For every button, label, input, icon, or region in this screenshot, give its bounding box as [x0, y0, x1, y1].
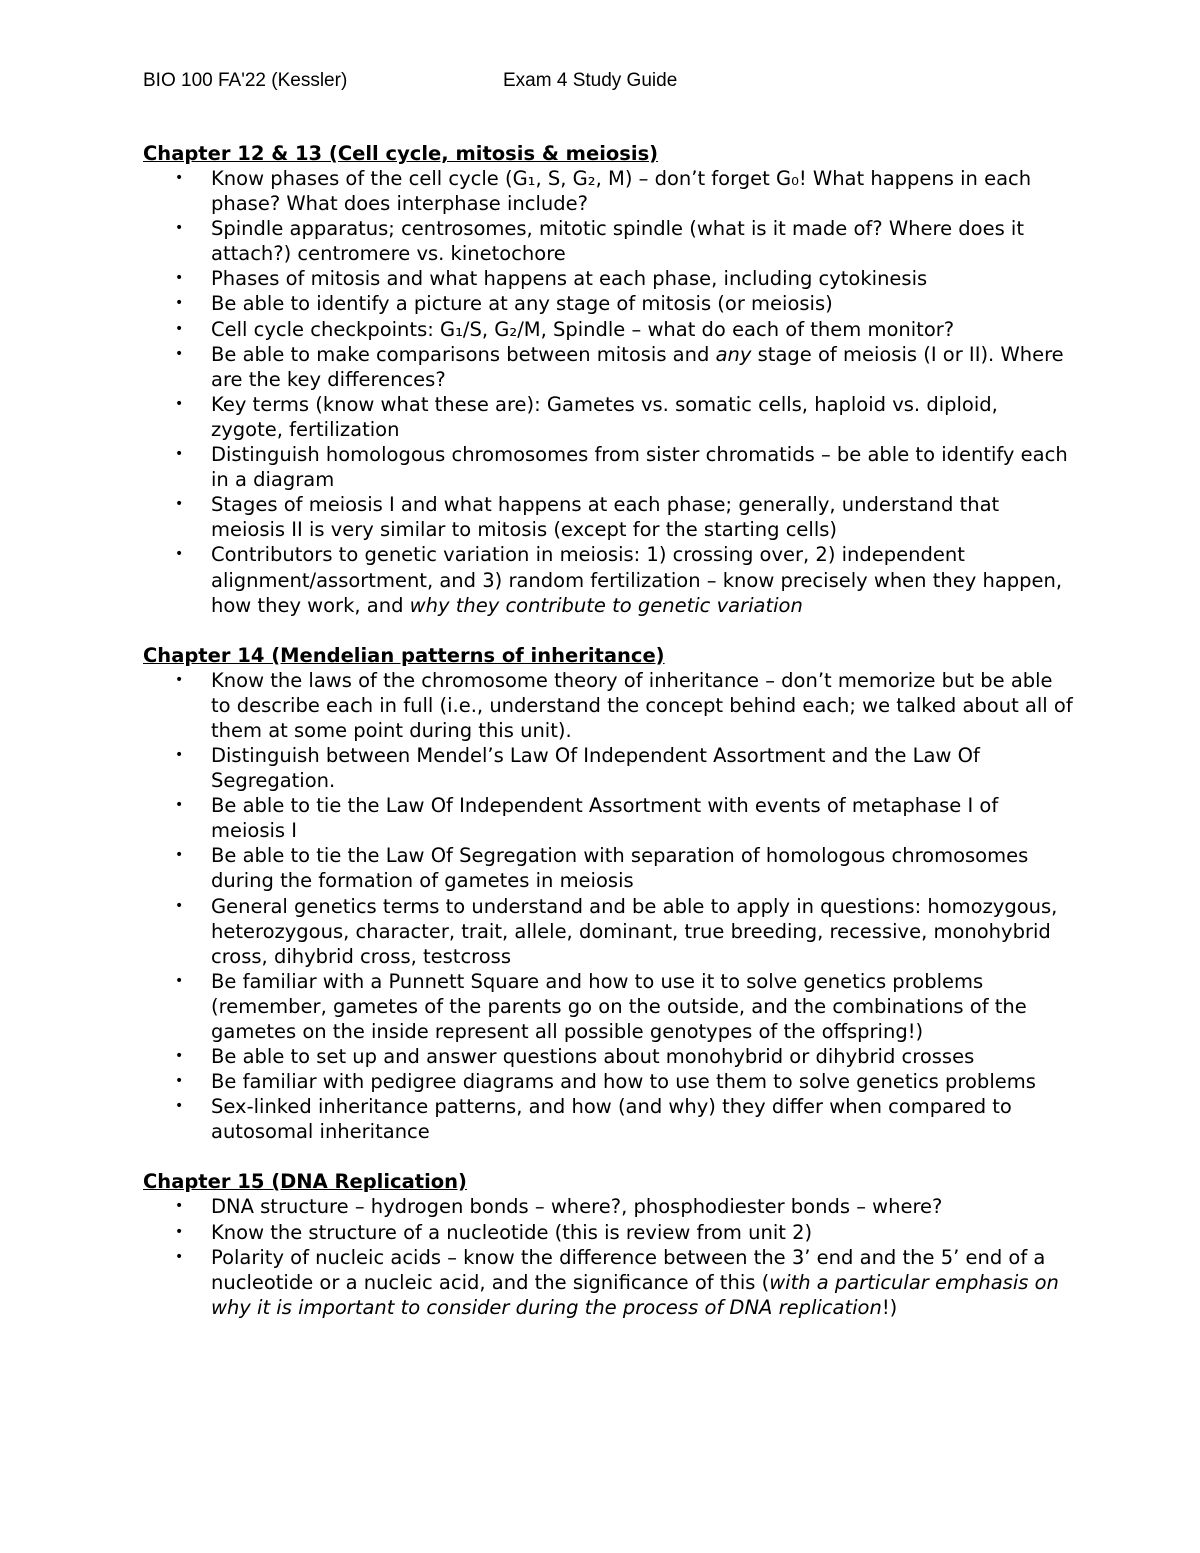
- list-item: [143, 1220, 1073, 1245]
- item-text: Key terms (know what these are): Gametes vs. somatic cells, haploid vs. diploid, zygote, fertilization: [211, 392, 998, 441]
- chapter-section: [143, 141, 1073, 618]
- chapter-section: [143, 643, 1073, 1145]
- list-item: [143, 1094, 1073, 1144]
- item-text: Stages of meiosis I and what happens at each phase; generally, understand that meiosis II is very similar to mitosis (except for the starting cells): [211, 493, 1000, 542]
- bullet-icon: •: [175, 847, 184, 864]
- item-text: Know phases of the cell cycle (G₁, S, G₂, M) – don’t forget G₀! What happens in each phase? What does interphase include?: [211, 167, 1032, 216]
- emphasis-text: any: [715, 342, 752, 366]
- chapter-section: [143, 1169, 1073, 1319]
- bullet-icon: •: [175, 671, 184, 688]
- item-text: Be able to identify a picture at any stage of mitosis (or meiosis): [211, 292, 833, 316]
- item-text: Polarity of nucleic acids – know the difference between the 3’ end and the 5’ end of a nucleotide or a nucleic acid, and the significance of this (: [211, 1245, 1046, 1294]
- list-item: [143, 1044, 1073, 1069]
- bullet-icon: •: [175, 496, 184, 513]
- item-text: stage of meiosis (I or II). Where are the key differences?: [211, 342, 1064, 391]
- bullet-icon: •: [175, 1223, 184, 1240]
- bullet-icon: •: [175, 972, 184, 989]
- bullet-icon: •: [175, 1048, 184, 1065]
- item-text: Sex-linked inheritance patterns, and how (and why) they differ when compared to autosomal inheritance: [211, 1095, 1012, 1144]
- item-text: Be able to tie the Law Of Segregation with separation of homologous chromosomes during the formation of gametes in meiosis: [211, 844, 1029, 893]
- bullet-icon: •: [175, 546, 184, 563]
- bullet-list: [143, 166, 1073, 618]
- list-item: [143, 969, 1073, 1044]
- list-item: [143, 392, 1073, 442]
- list-item: [143, 668, 1073, 743]
- list-item: [143, 291, 1073, 316]
- list-item: [143, 1245, 1073, 1320]
- list-item: [143, 216, 1073, 266]
- list-item: [143, 743, 1073, 793]
- item-text: Know the laws of the chromosome theory of inheritance – don’t memorize but be able to describe each in full (i.e., understand the concept behind each; we talked about all of them at some point during this unit).: [211, 668, 1073, 742]
- bullet-icon: •: [175, 1248, 184, 1265]
- list-item: [143, 166, 1073, 216]
- item-text: Phases of mitosis and what happens at each phase, including cytokinesis: [211, 267, 928, 291]
- item-text: Distinguish between Mendel’s Law Of Independent Assortment and the Law Of Segregation.: [211, 743, 980, 793]
- bullet-icon: •: [175, 345, 184, 362]
- emphasis-text: with a particular emphasis on why it is important to consider during the process of DNA replication: [211, 1270, 1059, 1319]
- chapter-title: Chapter 14 (Mendelian patterns of inheritance): [143, 643, 665, 667]
- bullet-icon: •: [175, 170, 184, 186]
- bullet-icon: •: [175, 320, 184, 337]
- list-item: [143, 442, 1073, 492]
- chapter-title: Chapter 15 (DNA Replication): [143, 1170, 467, 1194]
- item-text: Be able to make comparisons between mitosis and: [211, 342, 716, 366]
- list-item: [143, 894, 1073, 969]
- list-item: [143, 542, 1073, 617]
- bullet-icon: •: [175, 220, 184, 237]
- document-title: Exam 4 Study Guide: [503, 70, 678, 91]
- bullet-list: [143, 668, 1073, 1145]
- bullet-list: [143, 1194, 1073, 1319]
- item-text: DNA structure – hydrogen bonds – where?, phosphodiester bonds – where?: [211, 1195, 943, 1219]
- item-text: Cell cycle checkpoints: G₁/S, G₂/M, Spindle – what do each of them monitor?: [211, 317, 955, 341]
- bullet-icon: •: [175, 1098, 184, 1115]
- course-label: BIO 100 FA'22 (Kessler): [143, 70, 348, 91]
- list-item: [143, 317, 1073, 342]
- item-text: !): [881, 1295, 898, 1319]
- list-item: [143, 342, 1073, 392]
- item-text: Be familiar with pedigree diagrams and how to use them to solve genetics problems: [211, 1070, 1036, 1094]
- study-guide-content: [143, 141, 1073, 1320]
- chapter-title: Chapter 12 & 13 (Cell cycle, mitosis & meiosis): [143, 142, 659, 165]
- emphasis-text: why they contribute to genetic variation: [409, 593, 803, 617]
- item-text: Contributors to genetic variation in meiosis: 1) crossing over, 2) independent alignment/assortment, and 3) random fertilization – know precisely when they happen, how they work, and: [211, 543, 1063, 617]
- bullet-icon: •: [175, 295, 184, 312]
- bullet-icon: •: [175, 1198, 184, 1215]
- bullet-icon: •: [175, 446, 184, 463]
- bullet-icon: •: [175, 897, 184, 914]
- bullet-icon: •: [175, 395, 184, 412]
- item-text: Be familiar with a Punnett Square and how to use it to solve genetics problems (remember, gametes of the parents go on the outside, and the combinations of the gametes on the inside represent all possible genotypes of the offspring!): [211, 969, 1027, 1043]
- list-item: [143, 1194, 1073, 1219]
- bullet-icon: •: [175, 270, 184, 287]
- item-text: Know the structure of a nucleotide (this is review from unit 2): [211, 1220, 813, 1244]
- bullet-icon: •: [175, 797, 184, 814]
- item-text: Spindle apparatus; centrosomes, mitotic spindle (what is it made of? Where does it attach?) centromere vs. kinetochore: [211, 217, 1024, 266]
- list-item: [143, 843, 1073, 893]
- list-item: [143, 793, 1073, 843]
- page-header: [143, 70, 1063, 98]
- item-text: Distinguish homologous chromosomes from sister chromatids – be able to identify each in a diagram: [211, 443, 1068, 492]
- item-text: Be able to tie the Law Of Independent Assortment with events of metaphase I of meiosis I: [211, 794, 999, 843]
- list-item: [143, 266, 1073, 291]
- list-item: [143, 1069, 1073, 1094]
- bullet-icon: •: [175, 746, 184, 763]
- item-text: Be able to set up and answer questions about monohybrid or dihybrid crosses: [211, 1045, 975, 1069]
- list-item: [143, 492, 1073, 542]
- bullet-icon: •: [175, 1073, 184, 1090]
- item-text: General genetics terms to understand and be able to apply in questions: homozygous, heterozygous, character, trait, allele, dominant, true breeding, recessive, monohybrid cross, dihybrid cross, testcross: [211, 894, 1058, 968]
